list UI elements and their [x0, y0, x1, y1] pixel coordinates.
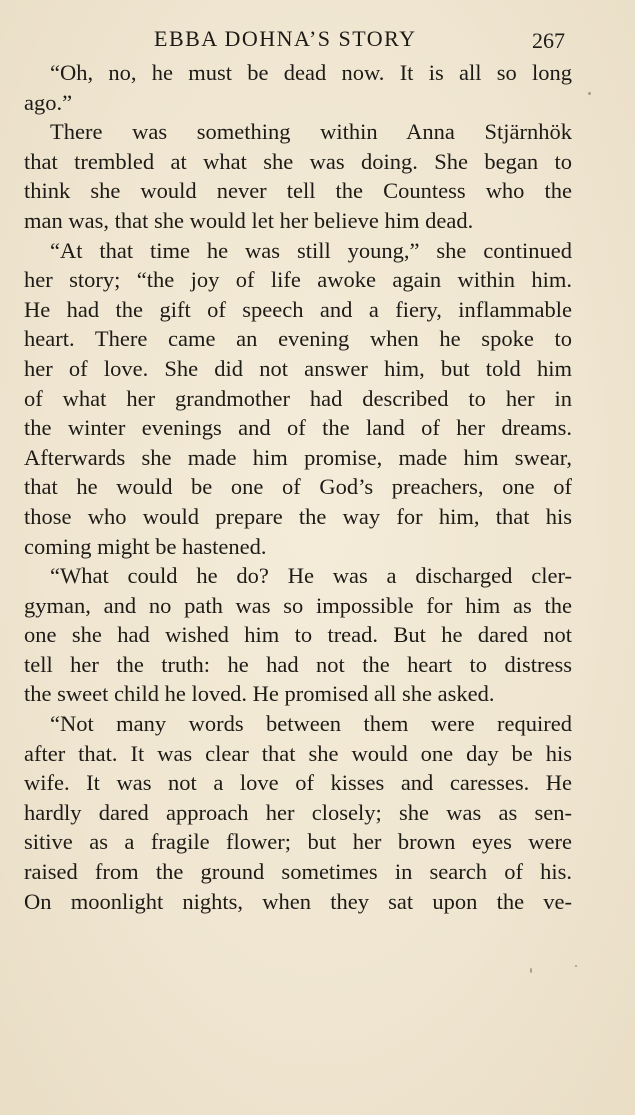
text-line [24, 206, 572, 236]
text-line-content: He had the gift of speech and a fiery, inflammable [24, 296, 572, 322]
text-line-content: sitive as a fragile flower; but her brown eyes were [24, 829, 572, 855]
text-line [24, 620, 572, 650]
text-line [24, 443, 572, 473]
text-line-content: “Not many words between them were required [50, 711, 572, 737]
text-line [24, 591, 572, 621]
text-line [24, 236, 572, 266]
running-title: EBBA DOHNA’S STORY [154, 26, 417, 51]
text-line [24, 679, 572, 709]
text-line [24, 176, 572, 206]
text-line-content: wife. It was not a love of kisses and caresses. He [24, 770, 572, 796]
page-number: 267 [532, 28, 565, 53]
text-line [24, 354, 572, 384]
text-line [24, 413, 572, 443]
text-line-content: that trembled at what she was doing. She began to [24, 148, 572, 174]
text-line-content: tell her the truth: he had not the heart to distress [24, 651, 572, 677]
text-line-content: that he would be one of God’s preachers, one of [24, 474, 572, 500]
text-line-content: heart. There came an evening when he spoke to [24, 326, 572, 352]
text-line [24, 295, 572, 325]
paper-speck [575, 965, 577, 967]
text-line [24, 532, 572, 562]
text-line [24, 857, 572, 887]
text-line-content: think she would never tell the Countess who the [24, 178, 572, 204]
text-line [24, 384, 572, 414]
text-line [24, 88, 572, 118]
body-text [24, 58, 572, 916]
text-line-content: There was something within Anna Stjärnhök [50, 119, 572, 145]
text-line-content: gyman, and no path was so impossible for him as the [24, 592, 572, 618]
text-line-content: after that. It was clear that she would one day be his [24, 740, 572, 766]
text-line-content: “What could he do? He was a discharged cler- [50, 563, 572, 589]
text-line [24, 739, 572, 769]
text-line-content: the winter evenings and of the land of her dreams. [24, 415, 572, 441]
text-line [24, 827, 572, 857]
text-line [24, 324, 572, 354]
text-line [24, 502, 572, 532]
text-line-content: the sweet child he loved. He promised all she asked. [24, 681, 495, 707]
paper-speck [588, 92, 591, 95]
text-line-content: “At that time he was still young,” she continued [50, 237, 572, 263]
text-line [24, 650, 572, 680]
text-line-content: hardly dared approach her closely; she was as sen- [24, 799, 572, 825]
text-line [24, 709, 572, 739]
text-line [24, 798, 572, 828]
text-line [24, 117, 572, 147]
text-line-content: “Oh, no, he must be dead now. It is all so long [50, 60, 572, 85]
text-line-content: coming might be hastened. [24, 533, 267, 559]
text-line-content: On moonlight nights, when they sat upon the ve- [24, 888, 572, 914]
text-line-content: her of love. She did not answer him, but told him [24, 355, 572, 381]
paper-speck [530, 968, 532, 973]
text-line-content: of what her grandmother had described to her in [24, 385, 572, 411]
text-line-content: man was, that she would let her believe him dead. [24, 207, 474, 233]
running-head [0, 24, 635, 58]
text-line-content: those who would prepare the way for him, that his [24, 503, 572, 529]
text-line [24, 472, 572, 502]
text-line [24, 561, 572, 591]
text-line-content: raised from the ground sometimes in search of his. [24, 859, 572, 885]
text-line-content: ago.” [24, 89, 73, 115]
text-line-content: Afterwards she made him promise, made him swear, [24, 444, 572, 470]
text-line-content: her story; “the joy of life awoke again within him. [24, 267, 572, 293]
text-line [24, 58, 572, 88]
text-line [24, 887, 572, 917]
text-line [24, 768, 572, 798]
text-line [24, 147, 572, 177]
text-line [24, 265, 572, 295]
text-line-content: one she had wished him to tread. But he dared not [24, 622, 572, 648]
